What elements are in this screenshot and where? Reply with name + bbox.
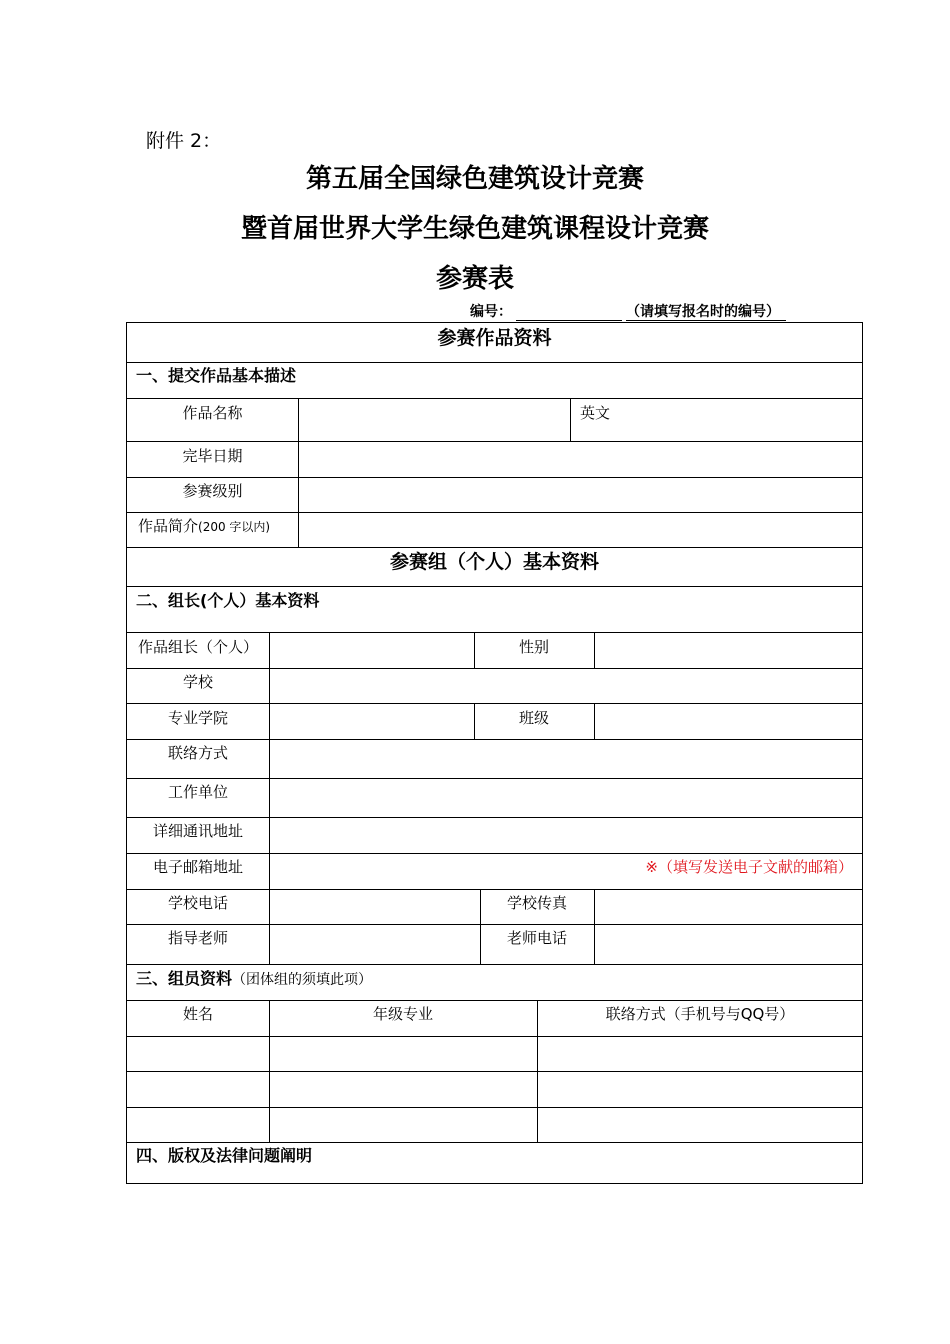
advisor-phone-label: 老师电话 <box>506 929 567 947</box>
college-field[interactable] <box>270 704 473 739</box>
address-field[interactable] <box>270 818 863 853</box>
row-divider <box>127 362 862 363</box>
member-3-name-field[interactable] <box>128 1108 268 1142</box>
number-label: 编号： <box>470 304 512 320</box>
attachment-label: 附件 2： <box>146 130 222 152</box>
entry-level-label: 参赛级别 <box>182 482 243 500</box>
advisor-phone-field[interactable] <box>595 925 863 964</box>
class-field[interactable] <box>595 704 863 739</box>
english-name-label: 英文 <box>580 404 611 422</box>
title-line-2: 暨首届世界大学生绿色建筑课程设计竞赛 <box>240 214 709 244</box>
school-fax-label: 学校传真 <box>506 894 567 912</box>
gender-label: 性别 <box>518 638 549 656</box>
school-fax-field[interactable] <box>595 890 863 924</box>
leader-field[interactable] <box>270 633 473 668</box>
section-two-heading: 二、组长(个人）基本资料 <box>136 591 320 610</box>
member-2-contact-field[interactable] <box>538 1072 863 1107</box>
advisor-field[interactable] <box>270 925 479 964</box>
row-divider <box>127 964 862 965</box>
section-four-heading: 四、版权及法律问题阐明 <box>136 1146 313 1165</box>
intro-field[interactable] <box>299 513 863 547</box>
school-field[interactable] <box>270 669 863 703</box>
gender-field[interactable] <box>595 633 863 668</box>
member-3-grade-field[interactable] <box>270 1108 536 1142</box>
advisor-label: 指导老师 <box>167 929 228 947</box>
entry-level-field[interactable] <box>299 478 863 512</box>
address-label: 详细通讯地址 <box>152 822 243 840</box>
work-unit-field[interactable] <box>270 779 863 817</box>
work-name-label: 作品名称 <box>182 404 243 422</box>
row-divider <box>127 1142 862 1143</box>
section-three-title: 三、组员资料 <box>136 969 233 988</box>
column-header-grade-major: 年级专业 <box>372 1005 433 1023</box>
member-1-name-field[interactable] <box>128 1037 268 1071</box>
section-one-heading: 一、提交作品基本描述 <box>136 366 297 385</box>
number-line <box>470 301 786 321</box>
column-header-contact: 联络方式（手机号与QQ号） <box>605 1005 795 1023</box>
title-line-1: 第五届全国绿色建筑设计竞赛 <box>305 164 644 194</box>
entry-form-table <box>126 322 863 1184</box>
member-2-grade-field[interactable] <box>270 1072 536 1107</box>
band-work-info: 参赛作品资料 <box>437 327 552 349</box>
column-header-name: 姓名 <box>182 1005 213 1023</box>
college-label: 专业学院 <box>167 709 228 727</box>
row-divider <box>127 586 862 587</box>
completion-date-label: 完毕日期 <box>182 447 243 465</box>
section-three-note: （团体组的须填此项） <box>232 972 373 988</box>
school-phone-label: 学校电话 <box>167 894 228 912</box>
intro-label-note: (200 字以内) <box>198 520 271 534</box>
english-name-field[interactable] <box>571 423 863 441</box>
completion-date-field[interactable] <box>299 442 863 477</box>
member-3-contact-field[interactable] <box>538 1108 863 1142</box>
row-divider <box>127 547 862 548</box>
number-blank[interactable] <box>516 306 622 321</box>
contact-label: 联络方式 <box>167 744 228 762</box>
contact-field[interactable] <box>270 740 863 778</box>
work-name-field[interactable] <box>299 399 569 441</box>
work-unit-label: 工作单位 <box>167 783 228 801</box>
member-2-name-field[interactable] <box>128 1072 268 1107</box>
number-hint: （请填写报名时的编号） <box>626 304 786 321</box>
leader-label: 作品组长（个人） <box>137 638 258 656</box>
school-phone-field[interactable] <box>270 890 479 924</box>
row-divider <box>127 1000 862 1001</box>
email-note: ※（填写发送电子文献的邮箱） <box>645 858 853 876</box>
class-label: 班级 <box>518 709 549 727</box>
section-three-heading <box>136 969 372 990</box>
intro-label-text: 作品简介 <box>138 517 199 535</box>
member-1-contact-field[interactable] <box>538 1037 863 1071</box>
school-label: 学校 <box>182 673 213 691</box>
intro-label <box>138 516 270 537</box>
email-label: 电子邮箱地址 <box>152 858 243 876</box>
band-team-info: 参赛组（个人）基本资料 <box>389 551 599 573</box>
form-title: 参赛表 <box>435 264 514 294</box>
member-1-grade-field[interactable] <box>270 1037 536 1071</box>
